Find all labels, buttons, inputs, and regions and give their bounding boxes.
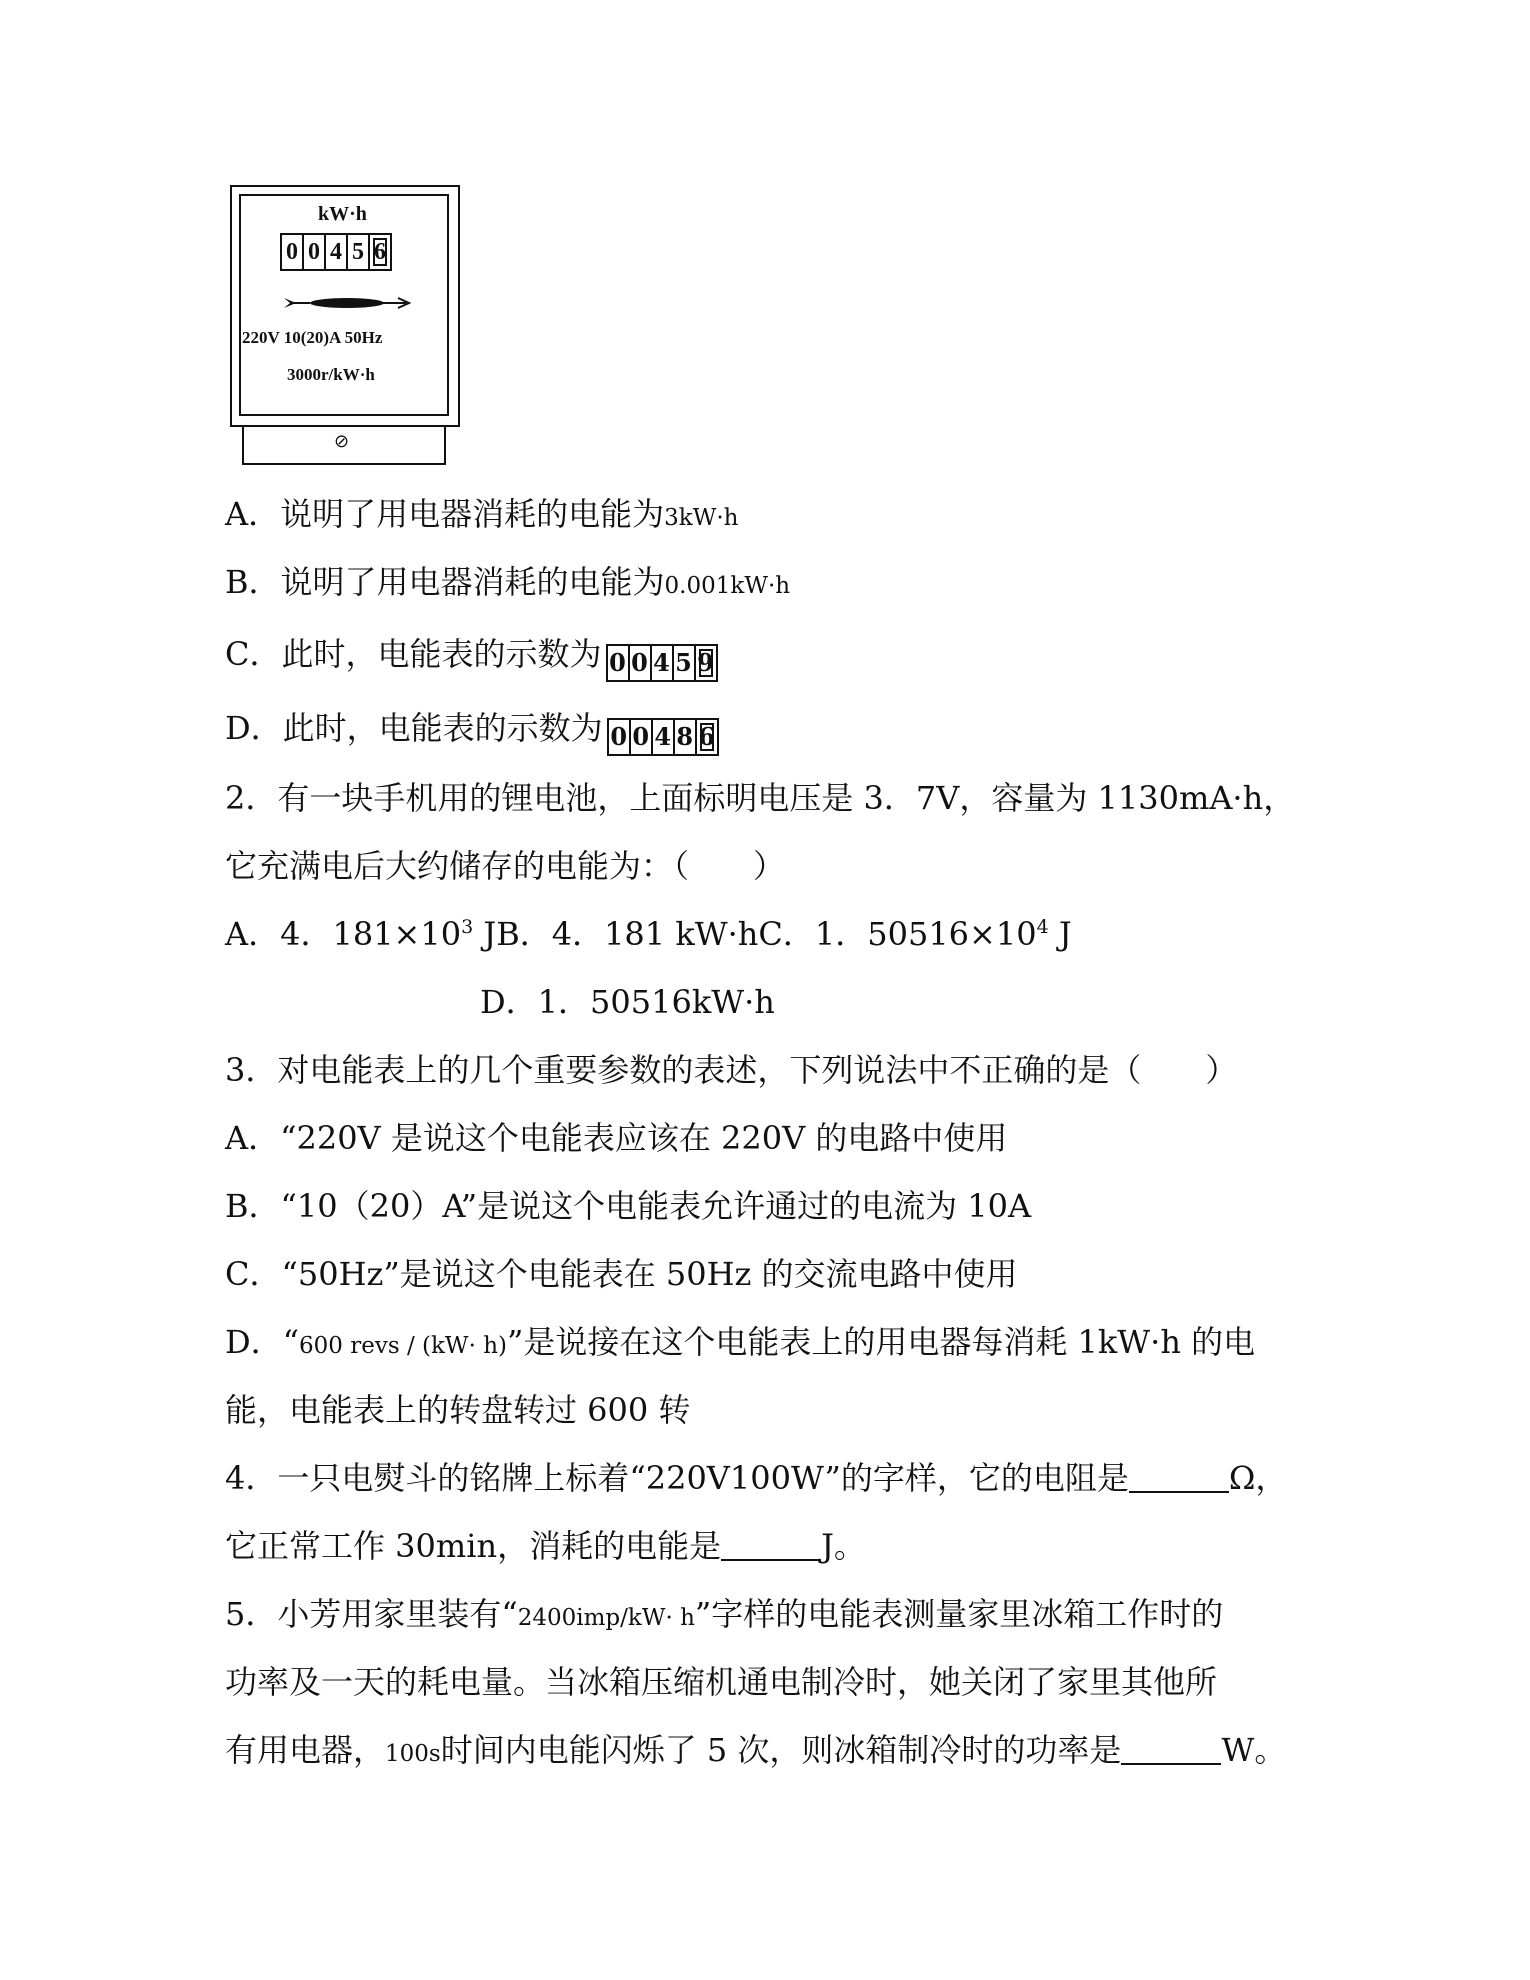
- q5-meter-constant: 2400imp/kW· h: [517, 1605, 695, 1631]
- q3-option-c: C．“50Hz”是说这个电能表在 50Hz 的交流电路中使用: [225, 1255, 1018, 1293]
- q5-time: 100s: [385, 1741, 441, 1767]
- q3-option-d-line2: 能，电能表上的转盘转过 600 转: [225, 1391, 691, 1429]
- q2-option-a-exponent: 3: [461, 916, 474, 938]
- q5-line1-rest: ”字样的电能表测量家里冰箱工作时的: [694, 1595, 1224, 1633]
- q3-option-d-param: 600 revs / (kW· h): [299, 1333, 507, 1359]
- q1-option-c: [225, 634, 718, 682]
- q2-option-a-unit: J: [473, 915, 497, 953]
- q2-option-a: [225, 915, 496, 953]
- q5-line3-rest: 时间内电能闪烁了 5 次，则冰箱制冷时的功率是: [440, 1731, 1122, 1769]
- q2-option-d: D．1．50516kW·h: [480, 983, 775, 1021]
- q1-option-a: [225, 494, 738, 538]
- meter-rotor-disc-icon: [282, 295, 412, 311]
- counter-digit: 9: [696, 646, 716, 680]
- q4-line2-text: 它正常工作 30min，消耗的电能是: [225, 1527, 722, 1565]
- meter-unit: kW·h: [318, 203, 367, 225]
- q4-energy-blank[interactable]: [721, 1531, 821, 1561]
- electric-meter-figure: [230, 185, 460, 465]
- q4-line2: [225, 1526, 866, 1566]
- q5-line2: 功率及一天的耗电量。当冰箱压缩机通电制冷时，她关闭了家里其他所: [225, 1663, 1218, 1701]
- q2-option-c-unit: J: [1048, 915, 1072, 953]
- q3-option-d-prefix: D．“: [225, 1323, 300, 1361]
- q1-option-d-counter: [607, 718, 719, 756]
- screw-icon: ⊘: [334, 431, 350, 451]
- q5-line3: [225, 1730, 1286, 1774]
- q1-option-d: [225, 708, 719, 756]
- q2-option-b: B．4．181 kW·h: [496, 915, 759, 953]
- q5-line1-text: 5．小芳用家里装有“: [225, 1595, 518, 1633]
- q4-line1-text: 4．一只电熨斗的铭牌上标着“220V100W”的字样，它的电阻是: [225, 1459, 1129, 1497]
- meter-counter: [280, 233, 392, 271]
- counter-digit: 0: [609, 720, 631, 754]
- meter-digit: 0: [282, 235, 304, 269]
- q1-option-b: [225, 562, 790, 606]
- q1-option-b-value: 0.001kW·h: [664, 573, 791, 599]
- q5-line3-text: 有用电器，: [225, 1731, 386, 1769]
- q1-option-a-value: 3kW·h: [664, 505, 739, 531]
- q1-option-a-text: A．说明了用电器消耗的电能为: [225, 495, 665, 533]
- q2-option-a-text: A．4．181×10: [225, 915, 462, 953]
- meter-digit: 4: [326, 235, 348, 269]
- counter-digit: 5: [674, 646, 696, 680]
- q5-line3-unit: W。: [1221, 1731, 1287, 1769]
- q4-line1-unit: Ω，: [1228, 1459, 1288, 1497]
- q2-option-c: [758, 915, 1071, 953]
- counter-digit: 4: [652, 646, 674, 680]
- q3-stem: 3．对电能表上的几个重要参数的表述，下列说法中不正确的是（ ）: [225, 1051, 1238, 1089]
- q2-option-c-text: C．1．50516×10: [758, 915, 1037, 953]
- q3-option-d-text: ”是说接在这个电能表上的用电器每消耗 1kW·h 的电: [506, 1323, 1256, 1361]
- q1-option-c-counter: [606, 644, 718, 682]
- q3-option-b: B．“10（20）A”是说这个电能表允许通过的电流为 10A: [225, 1187, 1032, 1225]
- q2-stem-line1: 2．有一块手机用的锂电池，上面标明电压是 3．7V，容量为 1130mA·h，: [225, 779, 1296, 817]
- q1-option-b-text: B．说明了用电器消耗的电能为: [225, 563, 665, 601]
- counter-digit: 0: [631, 720, 653, 754]
- q5-power-blank[interactable]: [1121, 1735, 1221, 1765]
- q3-option-a: A．“220V 是说这个电能表应该在 220V 的电路中使用: [225, 1119, 1008, 1157]
- meter-digit: 0: [304, 235, 326, 269]
- meter-digit: 6: [370, 235, 390, 269]
- meter-base: [242, 425, 446, 465]
- meter-constant: 3000r/kW·h: [287, 365, 375, 384]
- q2-stem-line2: 它充满电后大约储存的电能为：（ ）: [225, 847, 786, 885]
- q5-line1: [225, 1594, 1223, 1638]
- counter-digit: 6: [697, 720, 717, 754]
- q4-line2-unit: J。: [821, 1527, 866, 1565]
- q1-option-c-text: C．此时，电能表的示数为: [225, 635, 602, 673]
- counter-digit: 0: [630, 646, 652, 680]
- q3-option-d: [225, 1322, 1255, 1366]
- counter-digit: 0: [608, 646, 630, 680]
- counter-digit: 8: [675, 720, 697, 754]
- meter-digit: 5: [348, 235, 370, 269]
- q4-line1: [225, 1458, 1287, 1498]
- meter-spec: 220V 10(20)A 50Hz: [242, 328, 383, 347]
- q2-option-c-exponent: 4: [1036, 916, 1049, 938]
- q1-option-d-text: D．此时，电能表的示数为: [225, 709, 603, 747]
- q2-options-row: [225, 914, 1072, 954]
- counter-digit: 4: [653, 720, 675, 754]
- q4-resistance-blank[interactable]: [1129, 1463, 1229, 1493]
